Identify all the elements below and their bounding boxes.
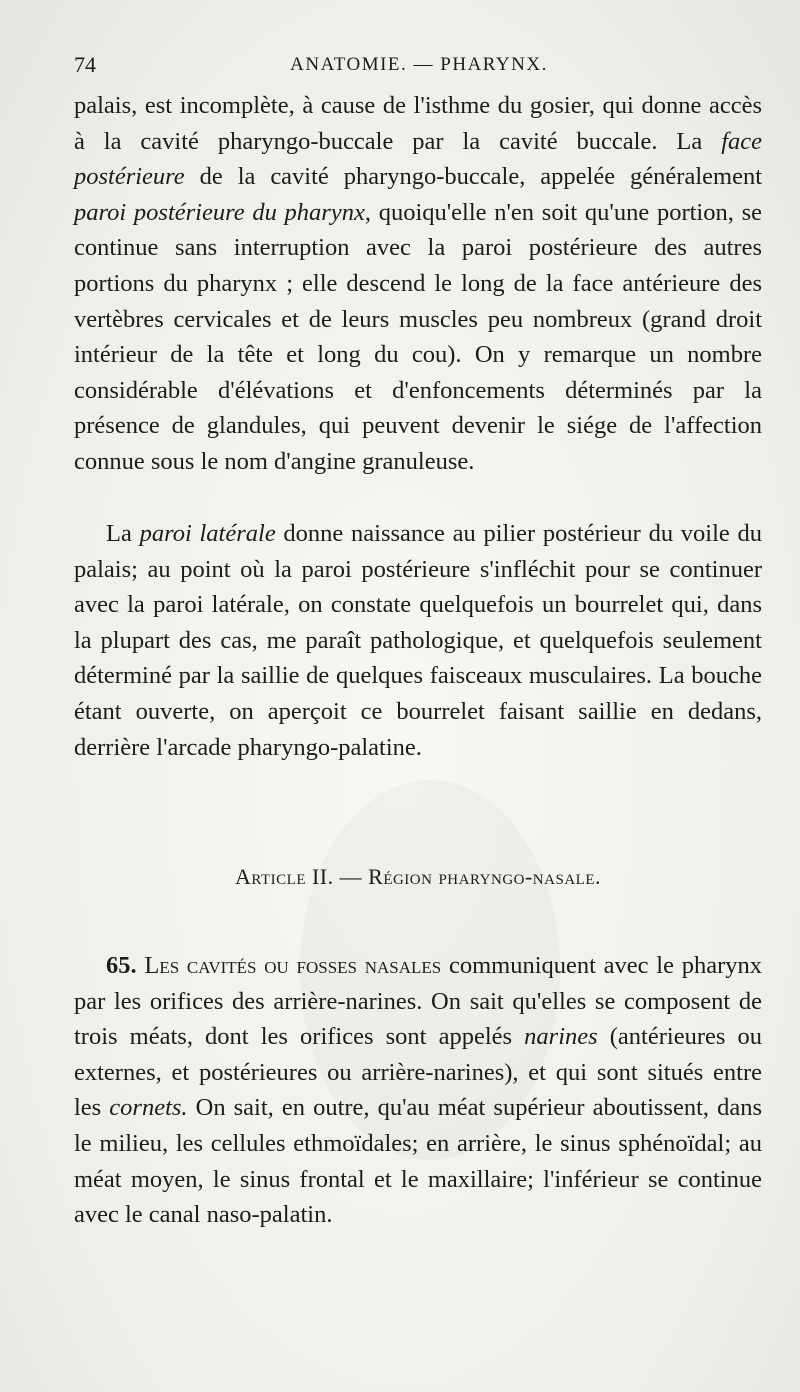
text-run: donne naissance au pilier postérieur du voile du palais; au point où la paroi postérieure s'infléchit pour se continuer avec la paroi latérale, on constate quelquefois un bourrelet qui, dans la plupart des cas, me paraît pathologique, et quelquefois seulement déterminé par la saillie de quelques faisceaux musculaires. La bouche étant ouverte, on aperçoit ce bourrelet faisant saillie en dedans, derrière l'arcade pharyngo-palatine. [74, 520, 763, 761]
text-run: palais, est incomplète, à cause de l'isthme du gosier, qui donne accès à la cavité pharyngo-buccale par la cavité buccale. La [74, 92, 762, 155]
article-title: Région pharyngo-nasale. [368, 864, 601, 889]
italic-term: face postérieure [74, 127, 762, 191]
small-caps-term: Les cavités ou fosses nasales [144, 952, 442, 979]
text-run: communiquent avec le pharynx par les orifices des arrière-narines. On sait qu'elles se composent de trois méats, dont les orifices sont appelés [74, 952, 762, 1051]
italic-term: cornets. [109, 1094, 188, 1122]
italic-term: narines [524, 1023, 598, 1051]
page-header [74, 52, 764, 86]
article-dash: — [339, 864, 363, 889]
paragraph-continued [74, 88, 762, 480]
text-run: de la cavité pharyngo-buccale, appelée généralement [184, 163, 762, 191]
text-run: (antérieures ou externes, et postérieures ou arrière-narines), et qui sont situés entre les [74, 1023, 762, 1122]
section-number: 65. [106, 952, 137, 979]
article-heading [74, 864, 762, 890]
text-run: , quoiqu'elle n'en soit qu'une portion, se continue sans interruption avec la paroi postérieure des autres portions du pharynx ; elle descend le long de la face antérieure des vertèbres cervicales et de leurs muscles peu nombreux (grand droit intérieur de la tête et long du cou). On y remarque un nombre considérable d'élévations et d'enfoncements déterminés par la présence de glandules, qui peuvent devenir le siége de l'affection connue sous le nom d'angine granuleuse. [74, 198, 762, 475]
running-title: ANATOMIE. — PHARYNX. [290, 54, 548, 75]
italic-term: paroi latérale [139, 520, 276, 547]
article-label: Article II. [235, 864, 334, 889]
paragraph-lateral-wall [74, 516, 762, 765]
italic-term: paroi postérieure du pharynx [74, 198, 365, 226]
paragraph-65 [74, 948, 762, 1233]
page-number: 74 [74, 52, 96, 77]
text-run: On sait, en outre, qu'au méat supérieur aboutissent, dans le milieu, les cellules ethmoïdales; en arrière, le sinus sphénoïdal; au méat moyen, le sinus frontal et le maxillaire; l'inférieur se continue avec le canal naso-palatin. [74, 1094, 762, 1229]
text-run: La [106, 520, 140, 547]
